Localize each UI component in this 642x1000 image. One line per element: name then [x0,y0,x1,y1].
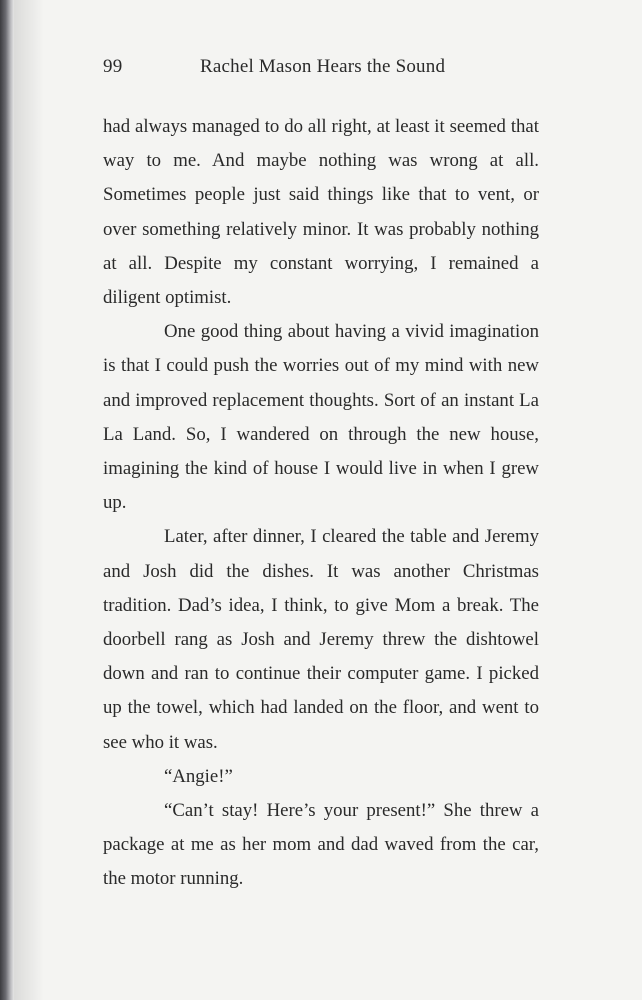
paragraph: Later, after dinner, I cleared the table and Jeremy and Josh did the dishes. It was another Christmas tradition. Dad’s idea, I think, to give Mom a break. The doorbell rang as Josh and Jeremy threw the dishtowel down and ran to continue their computer game. I picked up the towel, which had landed on the floor, and went to see who it was. [103,526,539,753]
paragraph-continued: had always managed to do all right, at least it seemed that way to me. And maybe nothing was wrong at all. Sometimes people just said things like that to vent, or over something relatively minor. It was probably nothing at all. Despite my constant worrying, I remained a diligent optimist. [103,116,539,309]
page-number: 99 [103,56,123,77]
running-header [103,56,539,82]
body-text [103,110,539,897]
dialogue-paragraph: “Can’t stay! Here’s your present!” She threw a package at me as her mom and dad waved from the car, the motor running. [103,800,539,890]
dialogue-line: “Angie!” [164,765,233,787]
paragraph: One good thing about having a vivid imagination is that I could push the worries out of my mind with new and improved replacement thoughts. Sort of an instant La La Land. So, I wandered on through the new house, imagining the kind of house I would live in when I grew up. [103,321,539,514]
running-title: Rachel Mason Hears the Sound [200,56,446,77]
